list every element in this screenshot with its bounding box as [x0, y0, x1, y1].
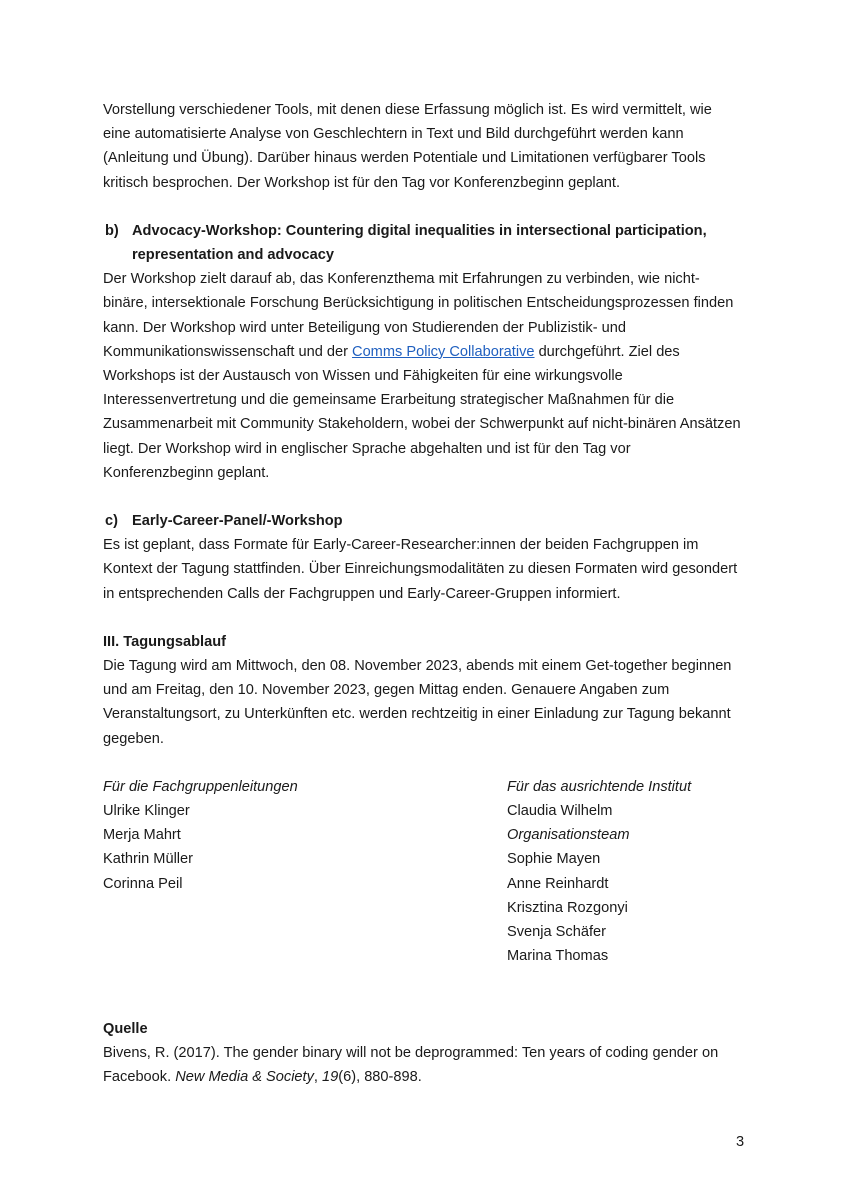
signature-block — [103, 775, 743, 969]
section-b-letter: b) — [105, 222, 119, 239]
source-sep: , — [313, 1068, 323, 1085]
source-ref-text: Bivens, R. (2017). The gender binary will not be deprogrammed: Ten years of coding gender on Facebook. — [103, 1044, 719, 1085]
source-ref-tail: (6), 880-898. — [338, 1068, 422, 1085]
signature-right-name: Marina Thomas — [507, 948, 609, 965]
section-3-title: III. Tagungsablauf — [103, 633, 226, 650]
source-reference — [103, 1041, 743, 1089]
intro-paragraph: Vorstellung verschiedener Tools, mit denen diese Erfassung möglich ist. Es wird vermittelt, wie eine automatisierte Analyse von Geschlechtern in Text und Bild durchgeführt werden kann (Anleitung und Übung). Darüber hinaus werden Potentiale und Limitationen verfügbarer Tools kritisch besprochen. Der Workshop ist für den Tag vor Konferenzbeginn geplant. — [103, 102, 712, 191]
section-c-paragraph: Es ist geplant, dass Formate für Early-Career-Researcher:innen der beiden Fachgruppen im Kontext der Tagung stattfinden. Über Einreichungsmodalitäten zu diesen Formaten wird gesondert in entsprechenden Calls der Fachgruppen und Early-Career-Gruppen informiert. — [103, 537, 738, 602]
signature-right-head-name: Claudia Wilhelm — [507, 803, 613, 820]
signature-right-name: Anne Reinhardt — [507, 875, 609, 892]
signature-right — [507, 775, 743, 969]
signature-left-name: Merja Mahrt — [103, 827, 181, 844]
section-b-heading — [103, 219, 743, 267]
page-number: 3 — [736, 1134, 745, 1150]
source-title: Quelle — [103, 1020, 148, 1037]
signature-left-heading: Für die Fachgruppenleitungen — [103, 778, 298, 795]
document-page — [103, 98, 743, 1089]
signature-right-name: Sophie Mayen — [507, 851, 601, 868]
section-b-text-2: durchgeführt. Ziel des Workshops ist der Austausch von Wissen und Fähigkeiten für eine wirkungsvolle Interessenvertretung und die gemeinsame Erarbeitung strategischer Maßnahmen für die Zusammenarbeit mit Community Stakeholdern, wobei der Schwerpunkt auf nicht-binären Ansätzen liegt. Der Workshop wird in englischer Sprache abgehalten und ist für den Tag vor Konferenzbeginn geplant. — [103, 343, 741, 481]
signature-right-heading: Für das ausrichtende Institut — [507, 778, 692, 795]
signature-left-name: Corinna Peil — [103, 875, 183, 892]
section-c-title: Early-Career-Panel/-Workshop — [132, 513, 343, 530]
section-c-letter: c) — [105, 513, 118, 530]
signature-left-name: Ulrike Klinger — [103, 803, 190, 820]
section-c-heading — [103, 509, 743, 533]
section-b-paragraph — [103, 267, 743, 485]
comms-policy-collaborative-link[interactable]: Comms Policy Collaborative — [352, 343, 535, 360]
section-b-text-1: Der Workshop zielt darauf ab, das Konferenzthema mit Erfahrungen zu verbinden, wie nicht-binäre, intersektionale Forschung Berücksichtigung in politischen Entscheidungsprozessen finden kann. Der Workshop wird unter Beteiligung von Studierenden der Publizistik- und Kommunikationswissenschaft und der — [103, 271, 734, 360]
signature-left-name: Kathrin Müller — [103, 851, 194, 868]
organisationsteam-heading: Organisationsteam — [507, 827, 630, 844]
signature-right-name: Svenja Schäfer — [507, 924, 606, 941]
section-b-title: Advocacy-Workshop: Countering digital inequalities in intersectional participation, representation and advocacy — [132, 222, 707, 264]
signature-right-name: Krisztina Rozgonyi — [507, 899, 628, 916]
section-3-paragraph: Die Tagung wird am Mittwoch, den 08. November 2023, abends mit einem Get-together beginnen und am Freitag, den 10. November 2023, gegen Mittag enden. Genauere Angaben zum Veranstaltungsort, zu Unterkünften etc. werden rechtzeitig in einer Einladung zur Tagung bekannt gegeben. — [103, 658, 732, 747]
signature-left — [103, 775, 507, 969]
source-volume: 19 — [322, 1068, 339, 1085]
source-journal: New Media & Society — [175, 1068, 314, 1085]
